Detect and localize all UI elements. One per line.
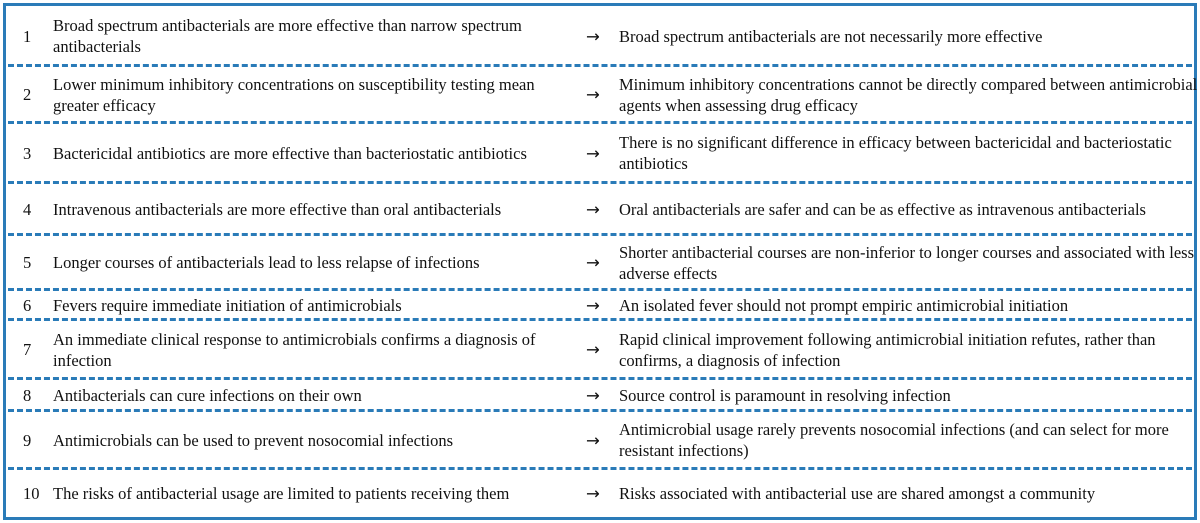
arrow-icon: → [586, 85, 600, 104]
myths-facts-table [3, 3, 1197, 520]
myth-text: Antimicrobials can be used to prevent nosocomial infections [53, 430, 454, 450]
fact-text: Source control is paramount in resolving infection [619, 385, 951, 405]
arrow-icon: → [586, 253, 600, 272]
arrow-icon: → [586, 340, 600, 359]
row-number: 3 [23, 143, 32, 163]
table-row [6, 290, 1194, 320]
myth-text: An immediate clinical response to antimicrobials confirms a diagnosis of infection [53, 329, 536, 370]
table-body [6, 6, 1198, 517]
fact-text: Minimum inhibitory concentrations cannot be directly compared between antimicrobial agents when assessing drug efficacy [619, 74, 1198, 115]
myth-text: Lower minimum inhibitory concentrations on susceptibility testing mean greater efficacy [53, 74, 535, 115]
table-row [6, 379, 1194, 411]
arrow-icon: → [586, 430, 600, 450]
arrow-icon: → [586, 143, 600, 163]
table-row [6, 183, 1194, 235]
fact-text: Risks associated with antibacterial use are shared amongst a community [619, 483, 1096, 503]
row-number: 7 [23, 340, 32, 359]
row-number: 10 [23, 483, 40, 503]
arrow-icon: → [586, 385, 600, 405]
table-row [6, 123, 1194, 183]
fact-text: An isolated fever should not prompt empiric antimicrobial initiation [619, 295, 1069, 315]
fact-text: Oral antibacterials are safer and can be as effective as intravenous antibacterials [619, 199, 1146, 219]
table-row [6, 320, 1194, 379]
row-number: 9 [23, 430, 32, 450]
myth-text: Broad spectrum antibacterials are more effective than narrow spectrum antibacterials [53, 16, 522, 56]
myth-text: Bactericidal antibiotics are more effective than bacteriostatic antibiotics [53, 143, 527, 163]
row-number: 6 [23, 295, 32, 315]
fact-text: Broad spectrum antibacterials are not necessarily more effective [619, 26, 1043, 46]
fact-text: Rapid clinical improvement following antimicrobial initiation refutes, rather than confirms, a diagnosis of infection [619, 329, 1156, 370]
myth-text: Antibacterials can cure infections on their own [53, 385, 362, 405]
table-row [6, 411, 1194, 469]
arrow-icon: → [586, 295, 600, 315]
row-number: 4 [23, 199, 32, 219]
myth-text: The risks of antibacterial usage are limited to patients receiving them [53, 483, 510, 503]
row-number: 2 [23, 85, 32, 104]
arrow-icon: → [586, 26, 600, 46]
table-row [6, 235, 1194, 290]
myth-text: Intravenous antibacterials are more effective than oral antibacterials [53, 199, 502, 219]
myth-text: Fevers require immediate initiation of antimicrobials [53, 295, 402, 315]
fact-text: Shorter antibacterial courses are non-inferior to longer courses and associated with less adverse effects [619, 242, 1195, 283]
row-number: 1 [23, 26, 32, 46]
arrow-icon: → [586, 483, 600, 503]
arrow-icon: → [586, 199, 600, 219]
row-number: 8 [23, 385, 32, 405]
table-row [6, 6, 1194, 66]
myth-text: Longer courses of antibacterials lead to less relapse of infections [53, 253, 480, 272]
table-row [6, 66, 1198, 123]
fact-text: Antimicrobial usage rarely prevents nosocomial infections (and can select for more resistant infections) [619, 420, 1169, 460]
row-number: 5 [23, 253, 32, 272]
table-row [6, 469, 1194, 517]
fact-text: There is no significant difference in efficacy between bactericidal and bacteriostatic antibiotics [619, 133, 1172, 173]
